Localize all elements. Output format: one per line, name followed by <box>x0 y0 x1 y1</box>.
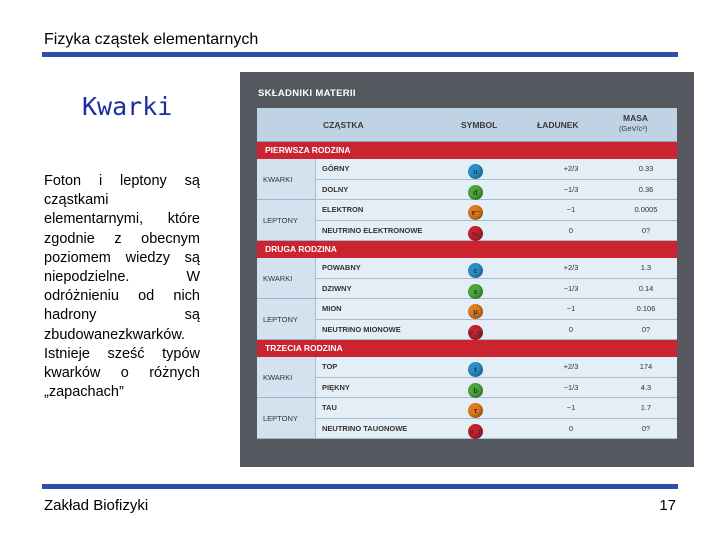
col-symbol: SYMBOL <box>461 120 498 130</box>
particle-mass: 0.14 <box>638 283 654 293</box>
particle-name: GÓRNY <box>322 164 350 173</box>
table-row <box>315 320 677 341</box>
particle-charge: −1 <box>566 403 576 412</box>
particle-mass: 0.33 <box>638 164 654 173</box>
table-row <box>315 258 677 279</box>
particle-name: DOLNY <box>322 184 349 194</box>
particle-group <box>257 398 677 439</box>
particle-name: TOP <box>322 362 338 371</box>
particle-mass: 1.3 <box>640 263 652 272</box>
particle-charge: −1 <box>566 304 576 313</box>
particle-name: NEUTRINO ELEKTRONOWE <box>322 225 423 235</box>
generations <box>257 142 677 439</box>
table-row <box>315 299 677 320</box>
particle-name: TAU <box>322 403 337 412</box>
group-name: KWARKI <box>257 159 315 200</box>
header-rule <box>42 52 678 57</box>
table-row <box>315 200 677 221</box>
table-row <box>315 419 677 440</box>
particle-name: DZIWNY <box>322 283 352 293</box>
group-name: KWARKI <box>257 357 315 398</box>
particle-mass: 0.106 <box>636 304 656 313</box>
group-name: LEPTONY <box>257 299 315 340</box>
col-particle: CZĄSTKA <box>323 120 364 130</box>
table-column-headers <box>257 108 677 142</box>
particle-group <box>257 200 677 241</box>
particle-name: NEUTRINO TAUONOWE <box>322 423 408 433</box>
particle-mass: 0? <box>641 324 651 334</box>
particle-charge: +2/3 <box>563 164 579 173</box>
particle-group <box>257 159 677 200</box>
particle-charge: −1/3 <box>563 283 579 293</box>
header-title: Fizyka cząstek elementarnych <box>44 31 259 48</box>
particle-name: ELEKTRON <box>322 205 364 214</box>
particle-mass: 0? <box>641 225 651 235</box>
particle-symbol-icon: ν_μ <box>468 325 483 340</box>
generation-header: DRUGA RODZINA <box>257 241 677 258</box>
table-row <box>315 398 677 419</box>
table-row <box>315 159 677 180</box>
particle-name: MION <box>322 304 342 313</box>
particle-symbol-icon: μ <box>468 304 483 319</box>
particle-charge: −1 <box>566 205 576 214</box>
table-row <box>315 279 677 300</box>
particle-charge: −1/3 <box>563 184 579 194</box>
particle-group <box>257 258 677 299</box>
particle-symbol-icon: s <box>468 284 483 299</box>
particle-mass: 4.3 <box>640 382 652 392</box>
particle-mass: 1.7 <box>640 403 652 412</box>
particle-charge: 0 <box>568 225 574 235</box>
body-text: Foton i leptony są cząstkami elementarnymi, które zgodnie z obecnym poziomem wiedzy są niepodzielne. W odróżnieniu od nich hadrony są zbudowanezkwarków. Istnieje sześć typów kwarków o różnych „zapachach” <box>44 173 200 401</box>
particle-charge: 0 <box>568 324 574 334</box>
footer-rule <box>42 484 678 489</box>
table-row <box>315 357 677 378</box>
group-name: LEPTONY <box>257 200 315 241</box>
table-row <box>315 180 677 201</box>
col-mass: MASA <box>623 113 649 123</box>
particle-charge: 0 <box>568 423 574 433</box>
particle-symbol-icon: b <box>468 383 483 398</box>
particle-symbol-icon: τ <box>468 403 483 418</box>
particle-symbol-icon: νₑ <box>468 226 483 241</box>
particle-symbol-icon: t <box>468 362 483 377</box>
particle-symbol-icon: e⁻ <box>468 205 483 220</box>
table-row <box>315 221 677 242</box>
particle-name: POWABNY <box>322 263 361 272</box>
page-number: 17 <box>659 497 676 514</box>
particle-symbol-icon: u <box>468 164 483 179</box>
particle-mass: 0.0005 <box>634 205 658 214</box>
slide-title: Kwarki <box>82 92 173 121</box>
particle-group <box>257 357 677 398</box>
particle-group <box>257 299 677 340</box>
particle-charge: +2/3 <box>563 263 579 272</box>
col-charge: ŁADUNEK <box>537 120 579 130</box>
col-mass-unit: (GeV/c²) <box>619 124 648 133</box>
particle-charge: +2/3 <box>563 362 579 371</box>
particle-symbol-icon: c <box>468 263 483 278</box>
generation-header: PIERWSZA RODZINA <box>257 142 677 159</box>
generation-header: TRZECIA RODZINA <box>257 340 677 357</box>
group-name: KWARKI <box>257 258 315 299</box>
particle-name: NEUTRINO MIONOWE <box>322 324 401 334</box>
particle-mass: 0.36 <box>638 184 654 194</box>
particle-table <box>257 108 677 439</box>
particle-symbol-icon: ν_τ <box>468 424 483 439</box>
particle-mass: 174 <box>639 362 653 371</box>
table-row <box>315 378 677 399</box>
particle-name: PIĘKNY <box>322 382 350 392</box>
footer-label: Zakład Biofizyki <box>44 497 149 514</box>
particle-symbol-icon: d <box>468 185 483 200</box>
particle-table-image <box>240 72 694 467</box>
table-title: SKŁADNIKI MATERII <box>258 88 356 99</box>
group-name: LEPTONY <box>257 398 315 439</box>
particle-charge: −1/3 <box>563 382 579 392</box>
particle-mass: 0? <box>641 423 651 433</box>
